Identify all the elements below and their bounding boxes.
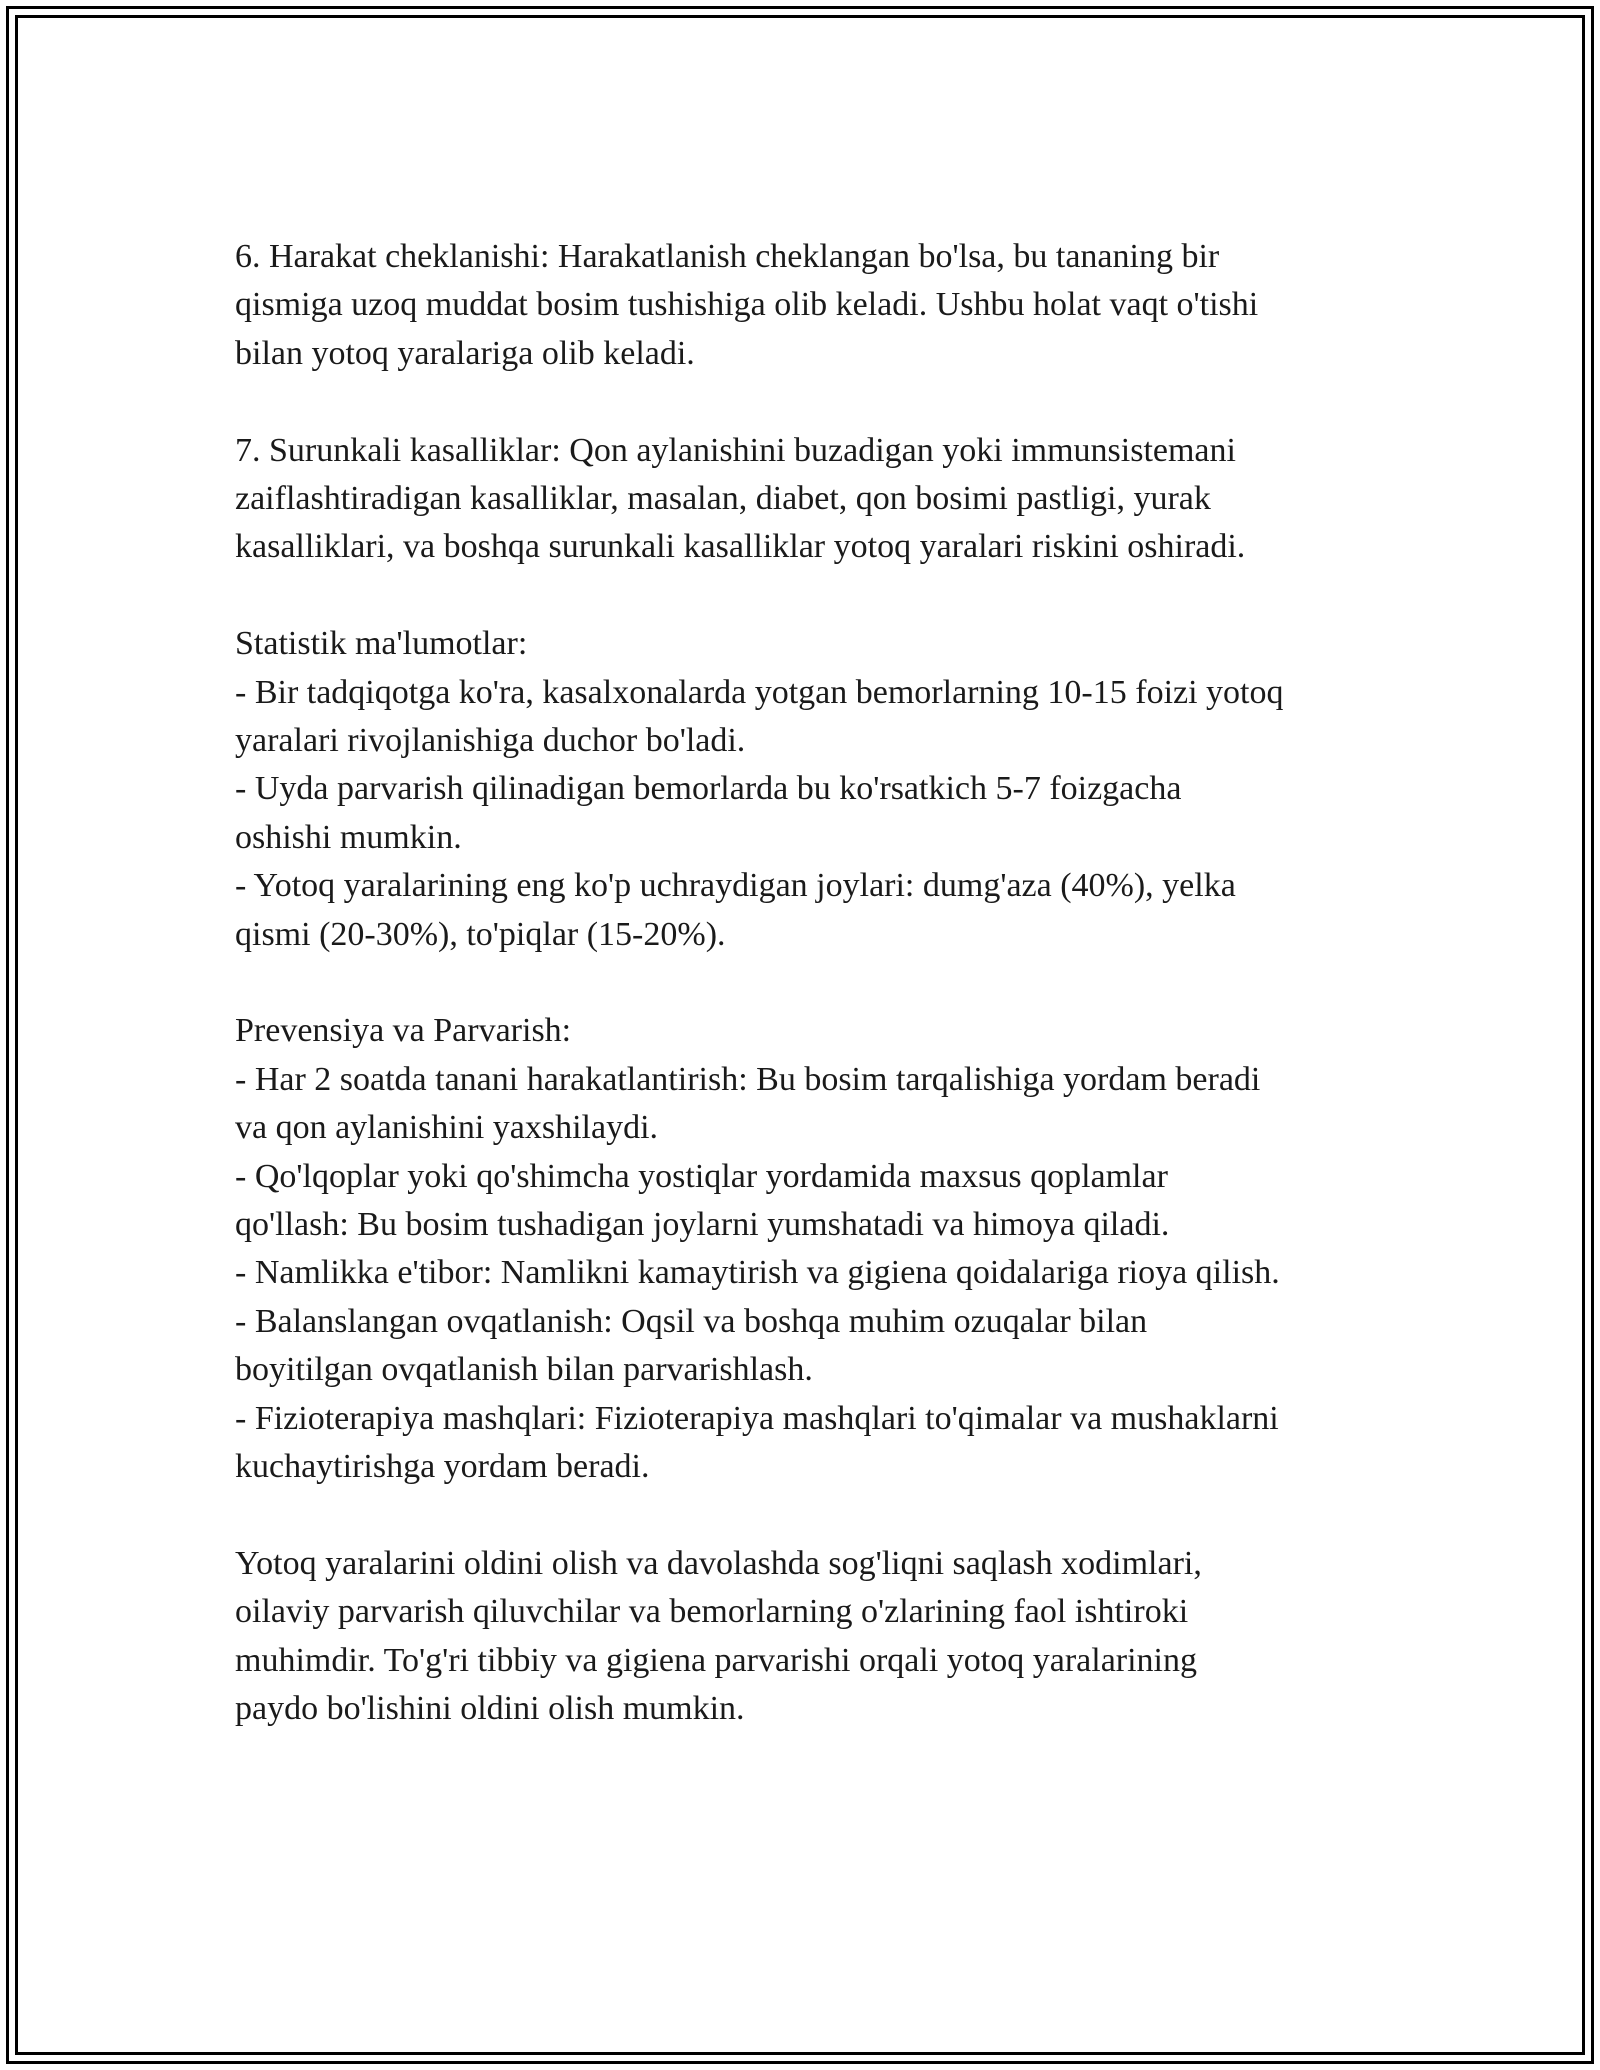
text-line: qismi (20-30%), to'piqlar (15-20%). [235, 915, 726, 953]
text-line: kasalliklari, va boshqa surunkali kasalliklar yotoq yaralari riskini oshiradi. [235, 528, 1246, 566]
paragraph-movement-restriction [235, 233, 1385, 378]
text-line: oilaviy parvarish qiluvchilar va bemorlarning o'zlarining faol ishtiroki [235, 1593, 1189, 1631]
paragraph-conclusion [235, 1540, 1385, 1734]
text-line: kuchaytirishga yordam beradi. [235, 1448, 650, 1486]
text-line: - Uyda parvarish qilinadigan bemorlarda bu ko'rsatkich 5-7 foizgacha [235, 770, 1182, 808]
section-heading: Prevensiya va Parvarish: [235, 1012, 572, 1050]
text-line: - Namlikka e'tibor: Namlikni kamaytirish va gigiena qoidalariga rioya qilish. [235, 1254, 1280, 1292]
text-line: yaralari rivojlanishiga duchor bo'ladi. [235, 722, 746, 760]
text-line: qo'llash: Bu bosim tushadigan joylarni yumshatadi va himoya qiladi. [235, 1206, 1170, 1244]
section-statistics [235, 620, 1385, 959]
text-line: - Bir tadqiqotga ko'ra, kasalxonalarda yotgan bemorlarning 10-15 foizi yotoq [235, 673, 1284, 711]
text-line: qismiga uzoq muddat bosim tushishiga olib keladi. Ushbu holat vaqt o'tishi [235, 286, 1259, 324]
text-line: - Fizioterapiya mashqlari: Fizioterapiya mashqlari to'qimalar va mushaklarni [235, 1399, 1279, 1437]
text-line: - Qo'lqoplar yoki qo'shimcha yostiqlar yordamida maxsus qoplamlar [235, 1157, 1168, 1195]
text-line: va qon aylanishini yaxshilaydi. [235, 1109, 659, 1147]
section-heading: Statistik ma'lumotlar: [235, 625, 528, 663]
text-line: - Yotoq yaralarining eng ko'p uchraydigan joylari: dumg'aza (40%), yelka [235, 867, 1236, 905]
text-line: - Balanslangan ovqatlanish: Oqsil va boshqa muhim ozuqalar bilan [235, 1302, 1148, 1340]
text-line: 6. Harakat cheklanishi: Harakatlanish cheklangan bo'lsa, bu tananing bir [235, 238, 1220, 275]
text-line: Yotoq yaralarini oldini olish va davolashda sog'liqni saqlash xodimlari, [235, 1544, 1202, 1582]
text-line: bilan yotoq yaralariga olib keladi. [235, 334, 695, 372]
document-body [235, 233, 1385, 1782]
text-line: boyitilgan ovqatlanish bilan parvarishlash. [235, 1351, 813, 1389]
paragraph-chronic-diseases [235, 427, 1385, 572]
section-prevention-care [235, 1007, 1385, 1491]
text-line: - Har 2 soatda tanani harakatlantirish: Bu bosim tarqalishiga yordam beradi [235, 1060, 1261, 1098]
text-line: oshishi mumkin. [235, 818, 462, 856]
text-line: paydo bo'lishini oldini olish mumkin. [235, 1690, 745, 1728]
text-line: zaiflashtiradigan kasalliklar, masalan, diabet, qon bosimi pastligi, yurak [235, 480, 1211, 518]
text-line: muhimdir. To'g'ri tibbiy va gigiena parvarishi orqali yotoq yaralarining [235, 1641, 1197, 1679]
text-line: 7. Surunkali kasalliklar: Qon aylanishini buzadigan yoki immunsistemani [235, 431, 1236, 469]
